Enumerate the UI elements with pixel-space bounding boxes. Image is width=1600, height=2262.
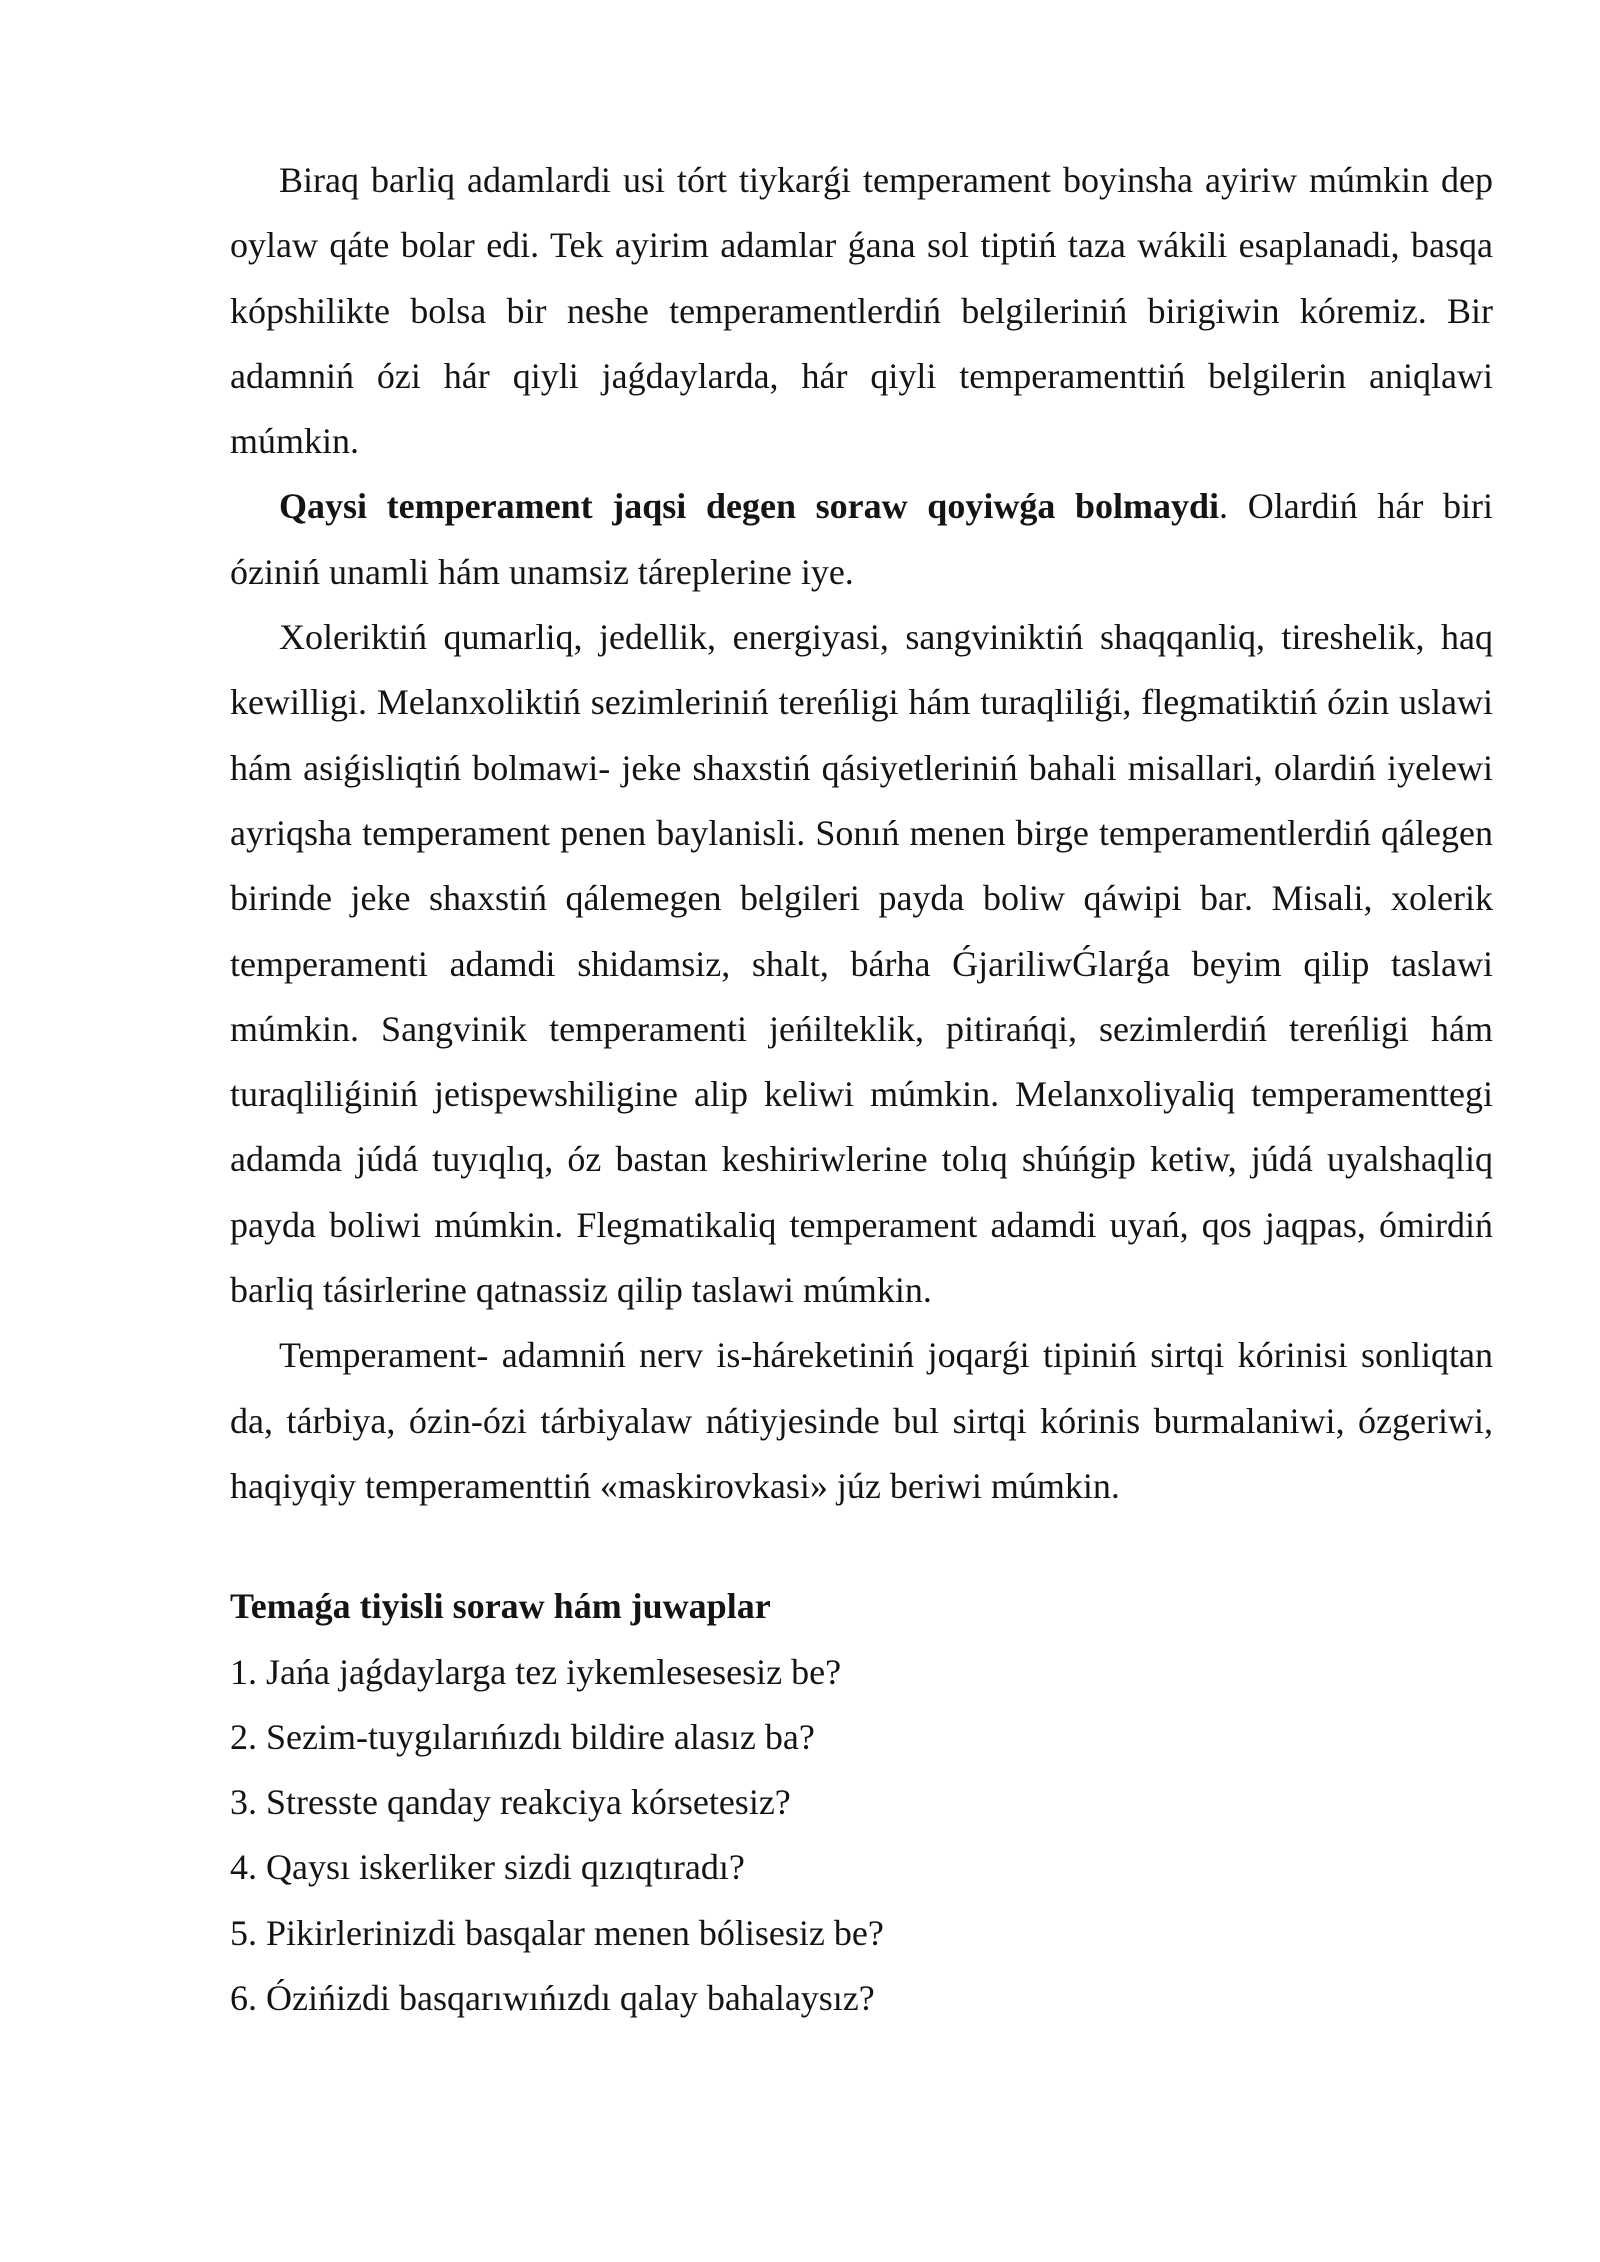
bold-statement: Qaysi temperament jaqsi degen soraw qoyiwǵa bolmaydi (279, 486, 1220, 527)
section-heading: Temaǵa tiyisli soraw hám juwaplar (230, 1586, 771, 1627)
question-item: 2. Sezim-tuygılarıńızdı bildire alasız ba? (230, 1716, 815, 1757)
paragraph-temperament-definition: Temperament- adamniń nerv is-háreketiniń joqarǵi tipiniń sirtqi kórinisi sonliqtan da, tárbiya, ózin-ózi tárbiyalaw nátiyjesinde bul sirtqi kórinis burmalaniwi, ózgeriwi, haqiyqiy temperamenttiń «maskirovkasi» júz beriwi múmkin. (230, 1335, 1493, 1506)
document-page (230, 148, 1493, 2031)
question-item: 5. Pikirlerinizdi basqalar menen bólisesiz be? (230, 1912, 884, 1953)
question-item: 4. Qaysı iskerliker sizdi qızıqtıradı? (230, 1847, 745, 1888)
question-list (230, 1640, 1493, 2032)
question-item: 1. Jańa jaǵdaylarga tez iykemlesesesiz be? (230, 1651, 842, 1692)
paragraph-continuation: . Olardiń hár biri óziniń unamli hám unamsiz táreplerine iye. (230, 486, 1493, 592)
paragraph-no-best-temperament (230, 474, 1493, 605)
paragraph-temperament-traits: Xoleriktiń qumarliq, jedellik, energiyasi, sangviniktiń shaqqanliq, tireshelik, haq kewilligi. Melanxoliktiń sezimleriniń tereńligi hám turaqliliǵi, flegmatiktiń ózin uslawi hám asiǵisliqtiń bolmawi- jeke shaxstiń qásiyetleriniń bahali misallari, olardiń iyelewi ayriqsha temperament penen baylanisli. Sonıń menen birge temperamentlerdiń qálegen birinde jeke shaxstiń qálemegen belgileri payda boliw qáwipi bar. Misali, xolerik temperamenti adamdi shidamsiz, shalt, bárha ǴjariliwǴlarǵa beyim qilip taslawi múmkin. Sangvinik temperamenti jeńilteklik, pitirańqi, sezimlerdiń tereńligi hám turaqliliǵiniń jetispewshiligine alip keliwi múmkin. Melanxoliyaliq temperamenttegi adamda júdá tuyıqlıq, óz bastan keshiriwlerine tolıq shúńgip ketiw, júdá uyalshaqliq payda boliwi múmkin. Flegmatikaliq temperament adamdi uyań, qos jaqpas, ómirdiń barliq tásirlerine qatnassiz qilip taslawi múmkin. (230, 617, 1493, 1311)
question-item: 3. Stresste qanday reakciya kórsetesiz? (230, 1782, 791, 1823)
question-item: 6. Ózińizdi basqarıwıńızdı qalay bahalaysız? (230, 1978, 875, 2019)
paragraph-temperament-mixing: Biraq barliq adamlardi usi tórt tiykarǵi temperament boyinsha ayiriw múmkin dep oylaw qáte bolar edi. Tek ayirim adamlar ǵana sol tiptiń taza wákili esaplanadi, basqa kópshilikte bolsa bir neshe temperamentlerdiń belgileriniń birigiwin kóremiz. Bir adamniń ózi hár qiyli jaǵdaylarda, hár qiyli temperamenttiń belgilerin aniqlawi múmkin. (230, 160, 1493, 462)
